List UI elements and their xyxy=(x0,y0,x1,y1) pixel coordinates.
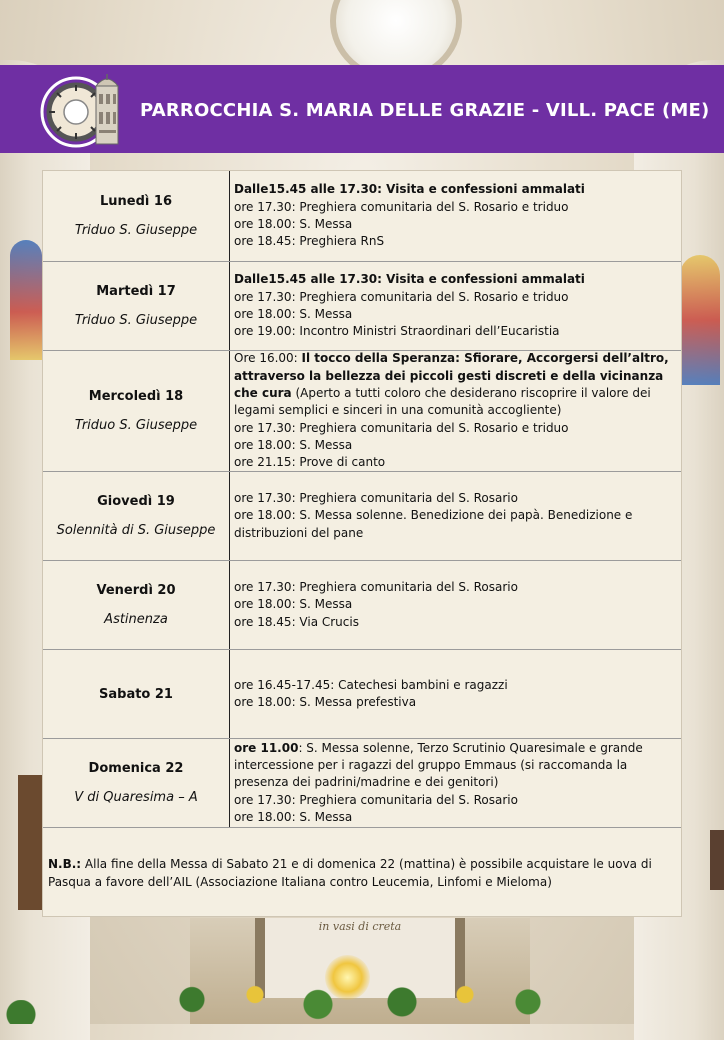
church-painting-right xyxy=(710,830,724,890)
parish-title: PARROCCHIA S. MARIA DELLE GRAZIE - VILL. PACE (ME) xyxy=(140,100,710,121)
events-list xyxy=(234,171,674,261)
stained-glass-window-right xyxy=(680,255,720,385)
footnote xyxy=(48,855,678,891)
schedule-row xyxy=(43,351,681,472)
event-line: ore 18.00: S. Messa xyxy=(234,597,353,612)
events-list xyxy=(234,262,674,350)
event-line: ore 18.00: S. Messa xyxy=(234,307,353,321)
event-line: ore 18.00: S. Messa xyxy=(234,217,353,231)
event-line: Dalle15.45 alle 17.30: Visita e confessioni ammalati xyxy=(234,182,585,197)
event-line: ore 18.45: Preghiera RnS xyxy=(234,234,385,249)
event-line: ore 17.30: Preghiera comunitaria del S. Rosario e triduo xyxy=(234,289,569,304)
column-divider xyxy=(229,472,230,560)
schedule-row xyxy=(43,262,681,351)
schedule-row xyxy=(43,472,681,561)
event-line: Ore 16.00: Il tocco della Speranza: Sfiorare, Accorgersi dell’altro, attraverso la bellezza dei piccoli gesti discreti e della vicinanza che cura (Aperto a tutti coloro che desiderano riscoprire il valore dei legami semplici e sinceri in una comunità accogliente) xyxy=(234,351,669,418)
events-list xyxy=(234,739,674,827)
altar-flowers xyxy=(150,975,570,1024)
event-line: ore 17.30: Preghiera comunitaria del S. Rosario e triduo xyxy=(234,420,569,435)
event-line: ore 18.00: S. Messa solenne. Benedizione dei papà. Benedizione e distribuzioni del pane xyxy=(234,508,633,540)
event-line: ore 19.00: Incontro Ministri Straordinari dell’Eucaristia xyxy=(234,324,560,339)
event-line: ore 17.30: Preghiera comunitaria del S. Rosario e triduo xyxy=(234,199,569,214)
event-line: ore 21.15: Prove di canto xyxy=(234,455,386,470)
event-line: ore 17.30: Preghiera comunitaria del S. Rosario xyxy=(234,580,518,595)
day-name: Venerdì 20 xyxy=(96,583,176,598)
column-divider xyxy=(229,262,230,350)
day-subtitle: Triduo S. Giuseppe xyxy=(74,313,198,328)
day-column xyxy=(43,351,229,471)
event-line: ore 18.00: S. Messa xyxy=(234,809,353,824)
day-name: Sabato 21 xyxy=(99,686,173,702)
schedule-row xyxy=(43,650,681,739)
day-column xyxy=(43,262,229,350)
day-column xyxy=(43,171,229,261)
event-line: ore 17.30: Preghiera comunitaria del S. Rosario xyxy=(234,491,518,506)
day-name: Mercoledì 18 xyxy=(88,389,184,404)
church-logo-icon xyxy=(36,72,122,148)
events-list xyxy=(234,650,674,738)
column-divider xyxy=(229,171,230,261)
weekly-schedule xyxy=(42,170,682,917)
events-list xyxy=(234,472,674,560)
day-column xyxy=(43,472,229,560)
day-name: Martedì 17 xyxy=(96,284,176,299)
day-name: Giovedì 19 xyxy=(97,494,175,509)
event-line: ore 11.00: S. Messa solenne, Terzo Scrutinio Quaresimale e grande intercessione per i ragazzi del gruppo Emmaus (si raccomanda la presenza dei padrini/madrine e dei genitori) xyxy=(234,740,643,790)
event-line: ore 18.00: S. Messa xyxy=(234,437,353,452)
day-subtitle: Triduo S. Giuseppe xyxy=(74,418,198,433)
plant-left xyxy=(0,1000,70,1024)
parish-logo xyxy=(36,72,122,148)
day-name: Lunedì 16 xyxy=(100,194,172,209)
event-line: ore 17.30: Preghiera comunitaria del S. Rosario xyxy=(234,792,518,807)
events-list xyxy=(234,561,674,649)
day-subtitle: Astinenza xyxy=(104,612,168,627)
event-line: ore 16.45-17.45: Catechesi bambini e ragazzi xyxy=(234,677,508,692)
stained-glass-window-left xyxy=(10,240,42,360)
footnote-label: N.B.: xyxy=(48,857,82,871)
event-line: ore 18.00: S. Messa prefestiva xyxy=(234,695,417,709)
schedule-row xyxy=(43,739,681,828)
schedule-row xyxy=(43,561,681,650)
event-line: Dalle15.45 alle 17.30: Visita e confessioni ammalati xyxy=(234,272,585,287)
church-painting-left xyxy=(18,775,44,910)
column-divider xyxy=(229,561,230,649)
events-list xyxy=(234,351,674,471)
event-line: ore 18.45: Via Crucis xyxy=(234,614,359,629)
day-column xyxy=(43,650,229,738)
footnote-text: Alla fine della Messa di Sabato 21 e di domenica 22 (mattina) è possibile acquistare le uova di Pasqua a favore dell’AIL (Associazione Italiana contro Leucemia, Linfomi e Mieloma) xyxy=(48,857,652,889)
day-column xyxy=(43,739,229,827)
day-subtitle: Solennità di S. Giuseppe xyxy=(56,523,216,538)
column-divider xyxy=(229,739,230,827)
day-column xyxy=(43,561,229,649)
day-subtitle: V di Quaresima – A xyxy=(74,790,198,805)
day-name: Domenica 22 xyxy=(88,761,184,776)
column-divider xyxy=(229,650,230,738)
schedule-row xyxy=(43,171,681,262)
day-subtitle: Triduo S. Giuseppe xyxy=(74,223,198,238)
altar-banner-text: in vasi di creta xyxy=(318,920,402,933)
column-divider xyxy=(229,351,230,471)
